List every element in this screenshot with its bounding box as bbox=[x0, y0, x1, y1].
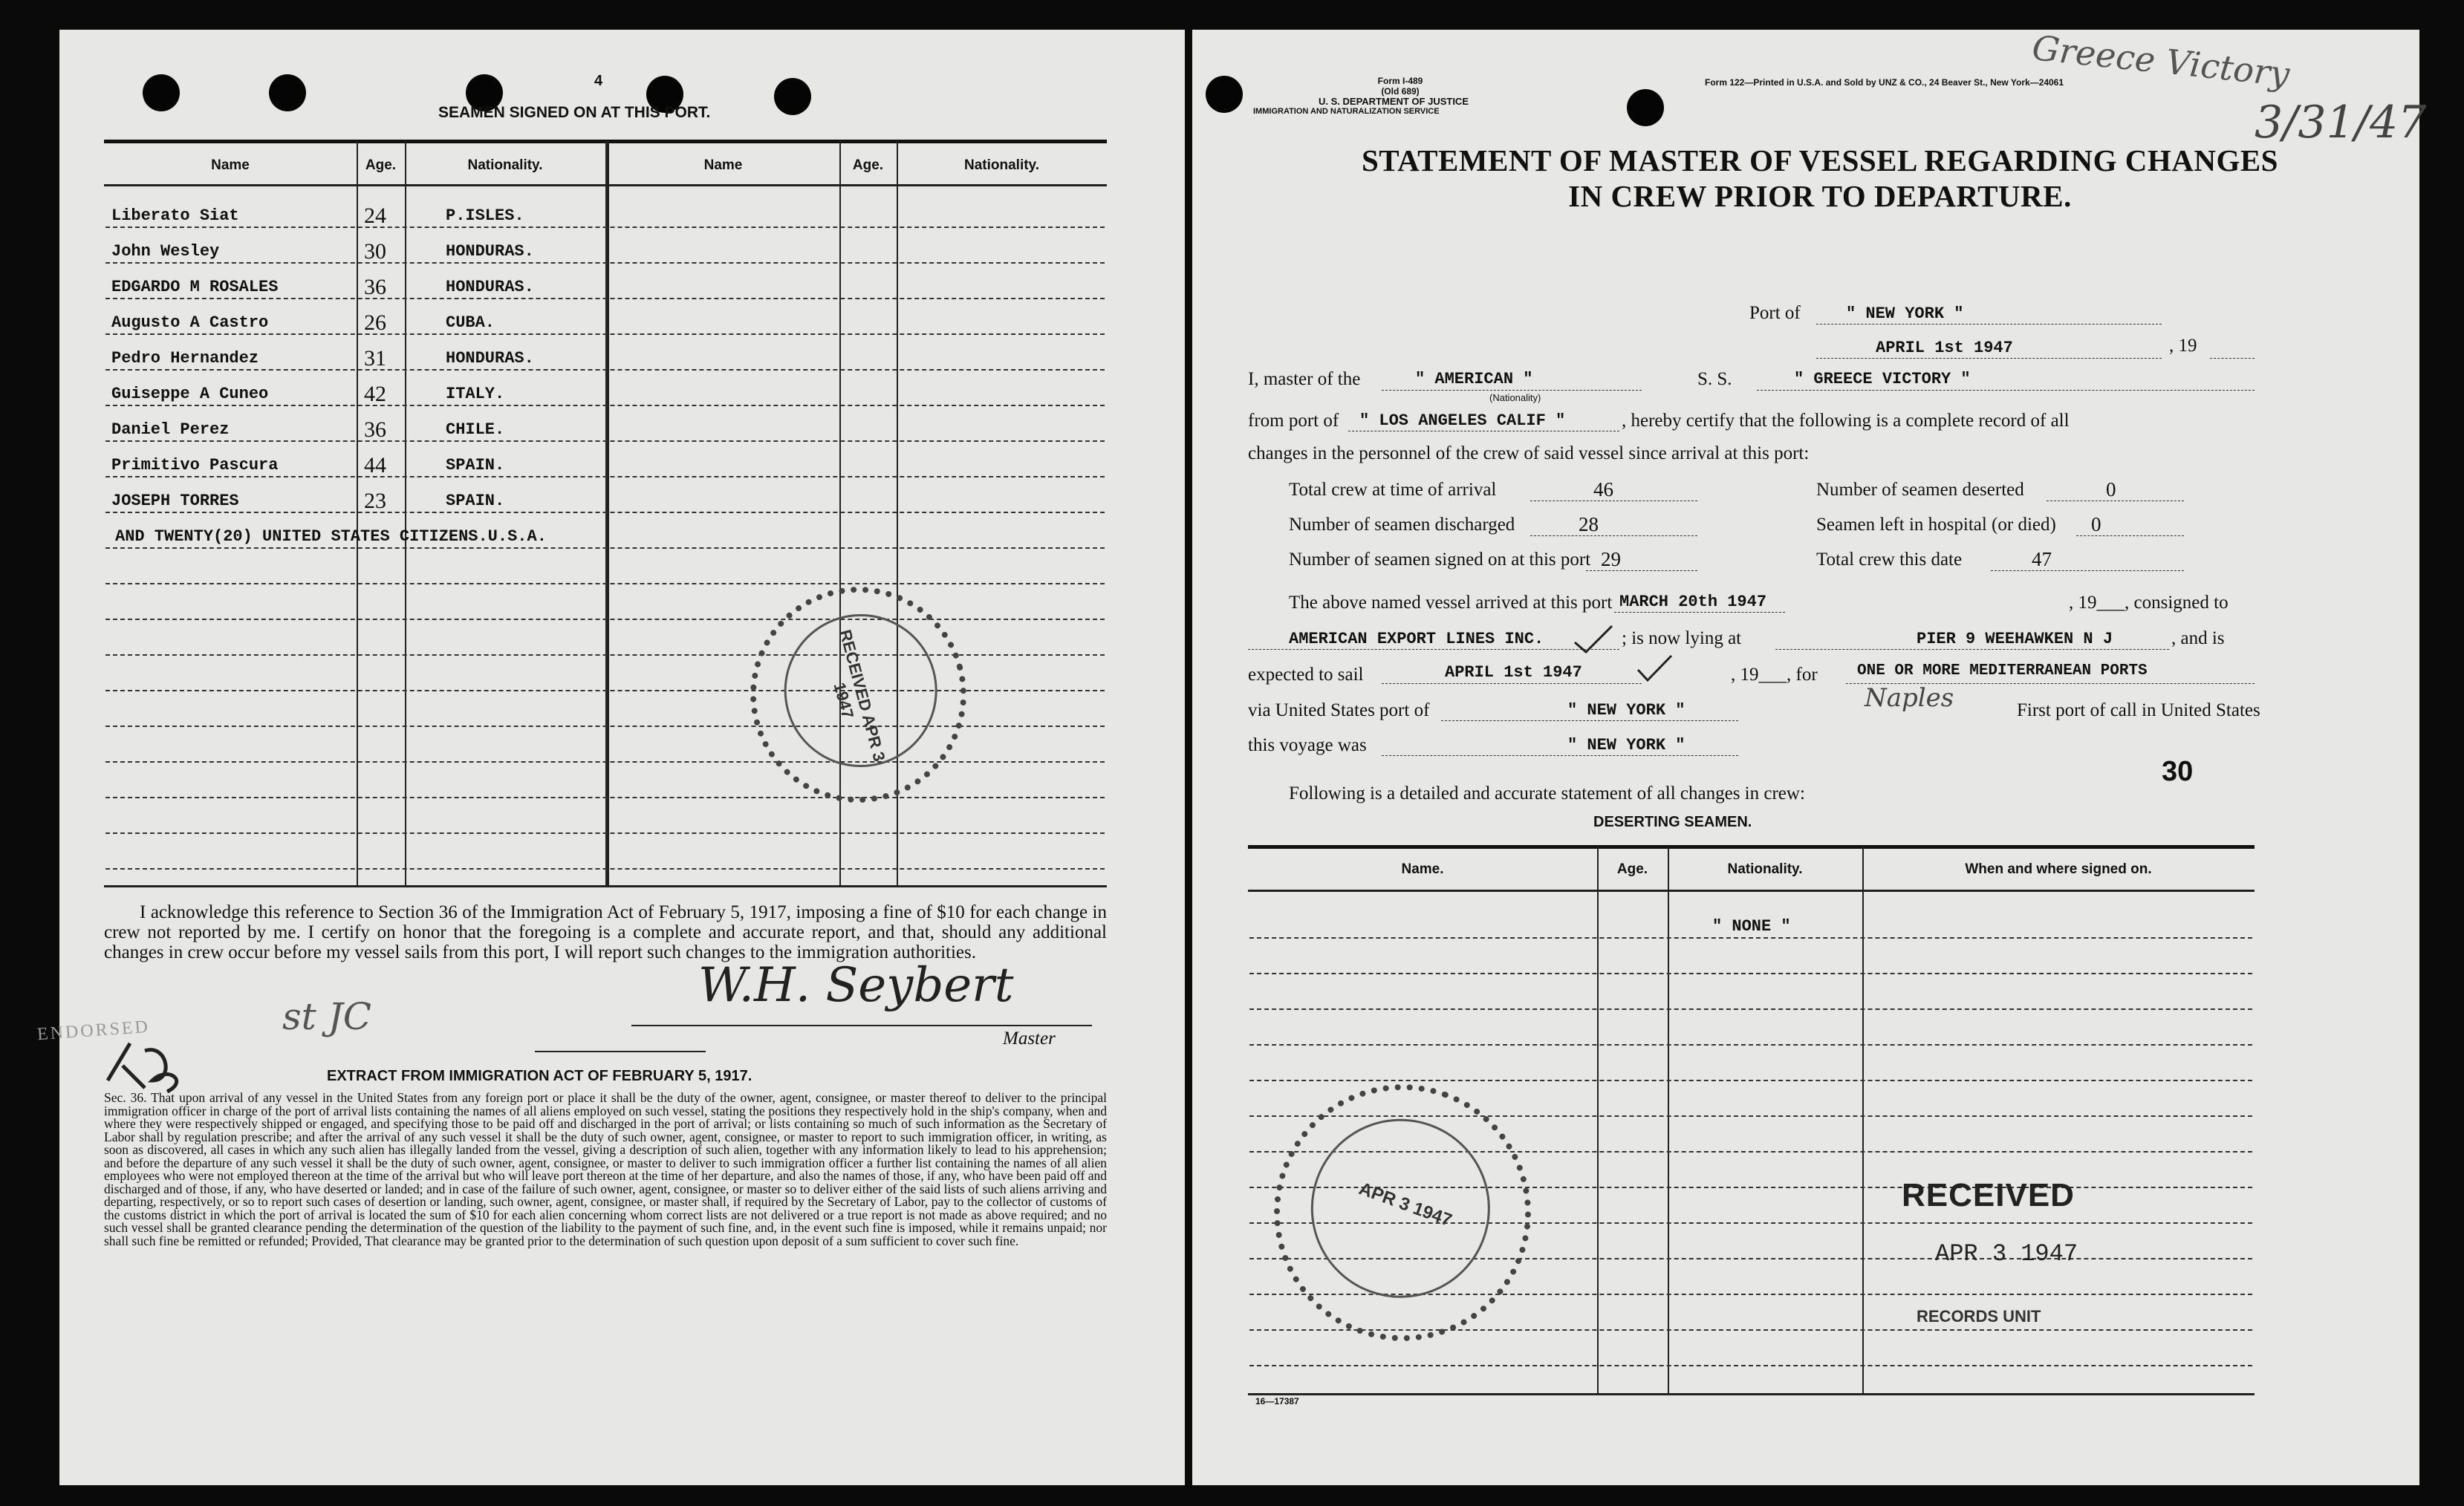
service: IMMIGRATION AND NATURALIZATION SERVICE bbox=[1253, 107, 1440, 116]
expected-value: APRIL 1st 1947 bbox=[1445, 663, 1582, 682]
master-signature: W.H. Seybert bbox=[698, 958, 1014, 1013]
discharged-value: 28 bbox=[1579, 513, 1599, 535]
discharged-label: Number of seamen discharged bbox=[1289, 515, 1515, 535]
lying-value: PIER 9 WEEHAWKEN N J bbox=[1917, 630, 2113, 648]
seaman-name: Liberato Siat bbox=[111, 206, 239, 225]
form-title bbox=[1248, 143, 2392, 214]
seaman-nationality: P.ISLES. bbox=[446, 206, 524, 225]
seaman-nationality: CHILE. bbox=[446, 420, 505, 439]
seaman-age: 42 bbox=[364, 382, 386, 406]
master-of-label: I, master of the bbox=[1248, 369, 1361, 389]
total-now-value: 47 bbox=[2032, 548, 2052, 570]
voyage-value: " NEW YORK " bbox=[1567, 736, 1686, 754]
destination-value: ONE OR MORE MEDITERRANEAN PORTS bbox=[1857, 662, 2148, 679]
ss-label: S. S. bbox=[1697, 369, 1732, 389]
port-value: " NEW YORK " bbox=[1846, 304, 1964, 323]
expected-label: expected to sail bbox=[1248, 665, 1364, 685]
following-text: Following is a detailed and accurate statement of all changes in crew: bbox=[1289, 783, 1805, 803]
vessel-name: " GREECE VICTORY " bbox=[1794, 370, 1971, 388]
master-label: Master bbox=[1003, 1029, 1056, 1049]
punch-hole bbox=[1627, 89, 1664, 126]
deserting-none-value: " NONE " bbox=[1712, 917, 1791, 936]
department: U. S. DEPARTMENT OF JUSTICE bbox=[1319, 96, 1469, 107]
seaman-name: Guiseppe A Cuneo bbox=[111, 385, 269, 403]
total-arrival-label: Total crew at time of arrival bbox=[1289, 480, 1497, 500]
col-name: Name bbox=[211, 157, 250, 173]
seaman-age: 44 bbox=[364, 453, 386, 477]
col-name: Name. bbox=[1401, 861, 1444, 877]
total-now-label: Total crew this date bbox=[1816, 550, 1963, 570]
initials: st JC bbox=[282, 995, 371, 1038]
seaman-nationality: HONDURAS. bbox=[446, 278, 534, 296]
col-signed-on: When and where signed on. bbox=[1965, 861, 2152, 877]
records-unit-stamp: RECORDS UNIT bbox=[1917, 1307, 2041, 1326]
handwritten-mark bbox=[100, 1036, 197, 1095]
lying-label: ; is now lying at bbox=[1622, 628, 1742, 648]
handwritten-date: 3/31/47 bbox=[2255, 97, 2427, 149]
col-nationality-2: Nationality. bbox=[964, 157, 1039, 173]
port-label: Port of bbox=[1749, 303, 1801, 323]
deserted-value: 0 bbox=[2106, 478, 2116, 501]
punch-hole bbox=[774, 78, 811, 115]
seaman-age: 36 bbox=[364, 417, 386, 442]
seaman-nationality: CUBA. bbox=[446, 313, 495, 332]
seaman-age: 24 bbox=[364, 203, 386, 228]
page-number: 4 bbox=[594, 73, 603, 89]
handwritten-destination: Naples bbox=[1865, 683, 1954, 713]
us-citizens-note: AND TWENTY(20) UNITED STATES CITIZENS.U.S.A. bbox=[115, 527, 547, 546]
form-number: Form I-489 bbox=[1377, 76, 1423, 86]
via-value: " NEW YORK " bbox=[1567, 701, 1686, 720]
punch-hole bbox=[269, 74, 306, 111]
arrived-value: MARCH 20th 1947 bbox=[1619, 593, 1767, 611]
handwritten-vessel: Greece Victory bbox=[2030, 27, 2292, 95]
received-stamp: APR 3 1947 bbox=[1238, 1048, 1567, 1377]
right-page bbox=[1192, 27, 2427, 1485]
endorsed-stamp: ENDORSED bbox=[36, 1017, 151, 1045]
col-age: Age. bbox=[1616, 861, 1648, 877]
seaman-nationality: SPAIN. bbox=[446, 456, 505, 475]
printer-line: Form 122—Printed in U.S.A. and Sold by UNZ & CO., 24 Beaver St., New York—24061 bbox=[1705, 77, 2064, 88]
hospital-label: Seamen left in hospital (or died) bbox=[1816, 515, 2056, 535]
seaman-name: Daniel Perez bbox=[111, 420, 230, 439]
seaman-age: 23 bbox=[364, 489, 386, 513]
and-is-label: , and is bbox=[2171, 628, 2225, 648]
arrived-label: The above named vessel arrived at this port bbox=[1289, 593, 1613, 613]
acknowledgement-text: I acknowledge this reference to Section 36 of the Immigration Act of February 5, 1917, imposing a fine of $10 for each change in crew not reported by me. I certify on honor that the foregoing is a complete and accurate report, and that, should any additional changes in crew occur before my vessel sails from this port, I will report such changes to the immigration authorities. bbox=[104, 902, 1107, 962]
deserted-label: Number of seamen deserted bbox=[1816, 480, 2024, 500]
left-page bbox=[36, 30, 1185, 1485]
seamen-heading: SEAMEN SIGNED ON AT THIS PORT. bbox=[438, 104, 711, 121]
seaman-nationality: SPAIN. bbox=[446, 492, 505, 510]
seaman-age: 36 bbox=[364, 275, 386, 299]
consignee-value: AMERICAN EXPORT LINES INC. bbox=[1289, 630, 1544, 648]
punch-hole bbox=[143, 74, 180, 111]
signed-on-label: Number of seamen signed on at this port bbox=[1289, 550, 1591, 570]
from-port-label: from port of bbox=[1248, 411, 1339, 431]
from-port-value: " LOS ANGELES CALIF " bbox=[1359, 411, 1566, 430]
seaman-nationality: ITALY. bbox=[446, 385, 505, 403]
total-arrival-value: 46 bbox=[1593, 478, 1613, 501]
form-title-line1: STATEMENT OF MASTER OF VESSEL REGARDING CHANGES bbox=[1361, 143, 2278, 177]
punch-hole bbox=[1206, 76, 1243, 113]
deserting-heading: DESERTING SEAMEN. bbox=[1593, 814, 1752, 830]
received-stamp-text: RECEIVED bbox=[1902, 1177, 2075, 1213]
page-mark: 30 bbox=[2162, 756, 2194, 787]
changes-text: changes in the personnel of the crew of said vessel since arrival at this port: bbox=[1248, 443, 1810, 463]
extract-text: Sec. 36. That upon arrival of any vessel in the United States from any foreign port or place it shall be the duty of the owner, agent, consignee, or master thereof to deliver to the principal immigration officer in charge of the port of arrival lists containing the names of all aliens employed on such vessel, stating the positions they respectively hold in the ship's company, when and where they were respectively shipped or engaged, and specifying those to be paid off and discharged in the port of arrival; or lists containing so much of such information as the Secretary of Labor shall by regulation prescribe; and after the arrival of any such vessel it shall be the duty of such owner, agent, consignee, or master to report to such immigration officer, in writing, as soon as discovered, all cases in which any such alien has illegally landed from the vessel, giving a description of such alien, together with any information likely to lead to his apprehension; and before the departure of any such vessel it shall be the duty of such owner, agent, consignee, or master to deliver to such immigration officer a further list containing the names of all alien employees who were not employed thereon at the time of the arrival but who will leave port thereon at the time of her departure, and also the names of those, if any, who have been paid off and discharged and of those, if any, who have deserted or landed; and in case of the failure of such owner, agent, consignee, or master so to deliver either of the said lists of such aliens arriving and departing, respectively, or so to report such cases of desertion or landing, such owner, agent, consignee, or master shall, if required by the Secretary of Labor, pay to the collector of customs of the customs district in which the port of arrival is located the sum of $10 for each alien concerning whom correct lists are not delivered or a true report is not made as above required; and no such vessel shall be granted clearance pending the determination of the question of the liability to the payment of such fine, and, in the event such fine is imposed, while it remains unpaid; nor shall such fine be remitted or refunded; Provided, That clearance may be granted prior to the determination of such question upon deposit of a sum sufficient to cover such fine. bbox=[104, 1090, 1107, 1248]
date-suffix: , 19 bbox=[2169, 336, 2197, 356]
received-stamp-date: APR 3 1947 bbox=[1935, 1240, 2078, 1268]
col-nationality: Nationality. bbox=[467, 157, 543, 173]
hospital-value: 0 bbox=[2091, 513, 2101, 535]
seaman-name: Primitivo Pascura bbox=[111, 456, 279, 475]
first-port-label: First port of call in United States bbox=[2017, 700, 2260, 720]
seaman-name: Augusto A Castro bbox=[111, 313, 269, 332]
consigned-label: , 19___, consigned to bbox=[2069, 593, 2229, 613]
extract-title: EXTRACT FROM IMMIGRATION ACT OF FEBRUARY 5, 1917. bbox=[327, 1068, 752, 1084]
form-title-line2: IN CREW PRIOR TO DEPARTURE. bbox=[1568, 179, 2072, 213]
nationality-value: " AMERICAN " bbox=[1415, 370, 1533, 388]
col-nationality: Nationality. bbox=[1727, 861, 1803, 877]
for-label: , 19___, for bbox=[1731, 665, 1818, 685]
col-name-2: Name bbox=[703, 157, 743, 173]
seaman-name: John Wesley bbox=[111, 242, 220, 261]
received-stamp: RECEIVED APR 3 1947 bbox=[726, 562, 990, 827]
seaman-age: 30 bbox=[364, 239, 386, 264]
certify-text: , hereby certify that the following is a complete record of all bbox=[1622, 411, 2070, 431]
footer-code: 16—17387 bbox=[1255, 1396, 1299, 1406]
nationality-caption: (Nationality) bbox=[1489, 392, 1541, 403]
col-age-2: Age. bbox=[852, 157, 884, 173]
check-mark-icon bbox=[1571, 624, 1616, 653]
seaman-name: EDGARDO M ROSALES bbox=[111, 278, 279, 296]
seaman-age: 31 bbox=[364, 346, 386, 371]
via-label: via United States port of bbox=[1248, 700, 1430, 720]
seaman-nationality: HONDURAS. bbox=[446, 242, 534, 261]
form-old: (Old 689) bbox=[1381, 86, 1420, 97]
signed-on-value: 29 bbox=[1601, 548, 1621, 570]
seaman-name: JOSEPH TORRES bbox=[111, 492, 239, 510]
check-mark-icon bbox=[1634, 653, 1675, 683]
seaman-nationality: HONDURAS. bbox=[446, 349, 534, 368]
voyage-label: this voyage was bbox=[1248, 735, 1367, 755]
col-age: Age. bbox=[365, 157, 397, 173]
statement-date: APRIL 1st 1947 bbox=[1876, 339, 2013, 357]
seaman-name: Pedro Hernandez bbox=[111, 349, 259, 368]
seaman-age: 26 bbox=[364, 310, 386, 335]
